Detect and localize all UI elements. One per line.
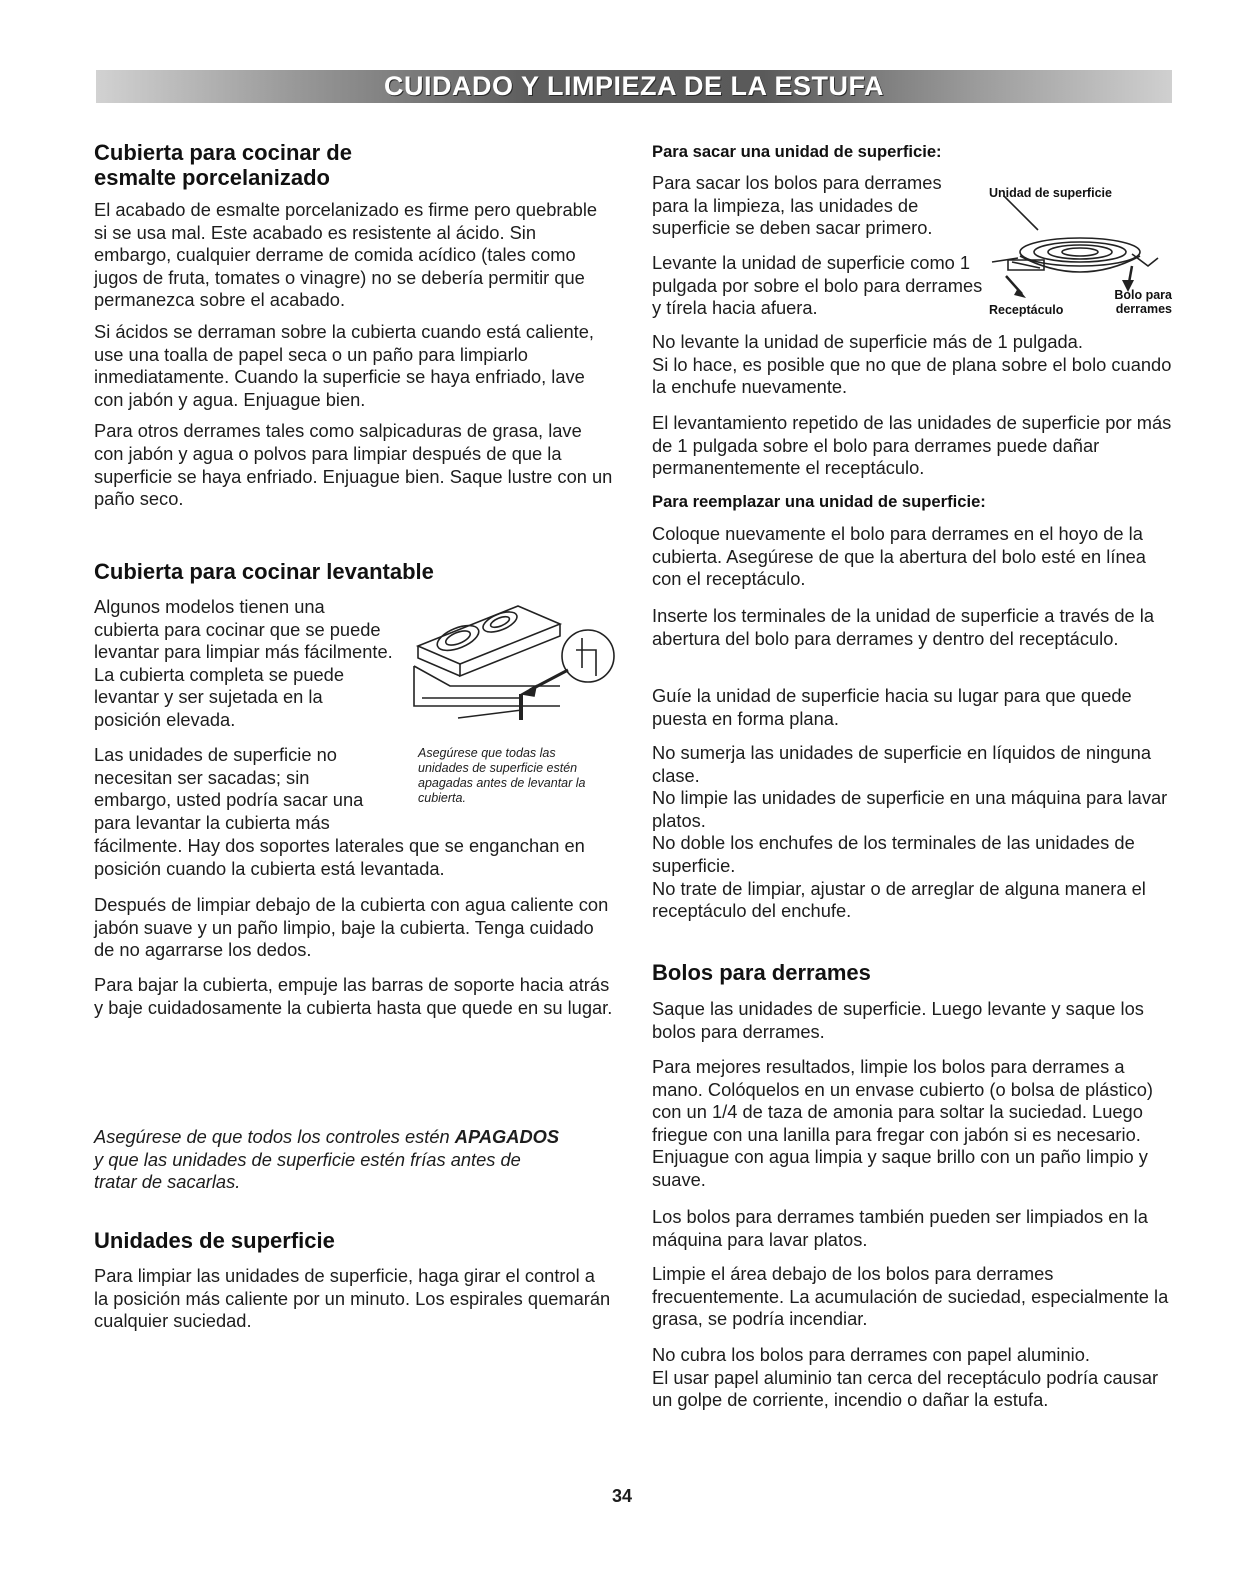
remove-paragraph-2: Levante la unidad de superficie como 1 pulgada por sobre el bolo para derrames y tírela hacia afuera.	[652, 252, 983, 319]
section-banner	[96, 70, 1172, 103]
units-heading: Unidades de superficie	[94, 1228, 335, 1253]
bowls-paragraph-3: Los bolos para derrames también pueden ser limpiados en la máquina para lavar platos.	[652, 1206, 1148, 1250]
replace-paragraph-2: Inserte los terminales de la unidad de superficie a través de la abertura del bolo para derrames y dentro del receptáculo.	[652, 605, 1155, 649]
lift-paragraph-1: Algunos modelos tienen una cubierta para cocinar que se puede levantar para limpiar más fácilmente. La cubierta completa se puede levantar y ser sujetada en la posición elevada.	[94, 596, 393, 730]
porcelain-paragraph-2: Si ácidos se derraman sobre la cubierta cuando está caliente, use una toalla de papel seca o un paño para limpiarlo inmediatamente. Cuando la superficie se haya enfriado, lave con jabón y agua. Enjuague bien.	[94, 320, 594, 410]
warning-emphasis: APAGADOS	[454, 1126, 560, 1147]
label-receptacle: Receptáculo	[989, 303, 1064, 317]
raised-cooktop	[418, 606, 560, 664]
lift-paragraph-2-end: fácilmente. Hay dos soportes laterales que se enganchan en posición cuando la cubierta está levantada.	[94, 835, 585, 879]
lift-cooktop-illustration	[410, 598, 615, 728]
porcelain-heading: Cubierta para cocinar de esmalte porcelanizado	[94, 140, 352, 190]
safety-warning: Asegúrese de que todos los controles estén APAGADOS y que las unidades de superficie estén frías antes de tratar de sacarlas.	[94, 1126, 560, 1193]
remove-paragraph-1: Para sacar los bolos para derrames para la limpieza, las unidades de superficie se deben sacar primero.	[652, 172, 942, 239]
remove-paragraph-3: No levante la unidad de superficie más de 1 pulgada. Si lo hace, es posible que no que de plana sobre el bolo cuando la enchufe nuevamente.	[652, 331, 1172, 398]
remove-paragraph-4: El levantamiento repetido de las unidades de superficie por más de 1 pulgada sobre el bolo para derrames puede dañar permanentemente el receptáculo.	[652, 412, 1172, 479]
lift-heading: Cubierta para cocinar levantable	[94, 559, 434, 584]
lift-paragraph-4: Para bajar la cubierta, empuje las barras de soporte hacia atrás y baje cuidadosamente la cubierta hasta que quede en su lugar.	[94, 974, 613, 1018]
porcelain-paragraph-1: El acabado de esmalte porcelanizado es firme pero quebrable si se usa mal. Este acabado es resistente al ácido. Sin embargo, cualquier derrame de comida acídico (tales como jugos de fruta, tomates o vinagre) no se debería permitir que permanezca sobre el acabado.	[94, 199, 598, 311]
unit-pointer-line	[1004, 196, 1038, 230]
remove-heading: Para sacar una unidad de superficie:	[652, 142, 942, 161]
bowls-paragraph-1: Saque las unidades de superficie. Luego levante y saque los bolos para derrames.	[652, 998, 1144, 1042]
units-paragraph: Para limpiar las unidades de superficie, haga girar el control a la posición más caliente por un minuto. Los espirales quemarán cualquier suciedad.	[94, 1265, 611, 1332]
replace-heading: Para reemplazar una unidad de superficie:	[652, 492, 986, 511]
replace-warnings: No sumerja las unidades de superficie en líquidos de ninguna clase. No limpie las unidades de superficie en una máquina para lavar platos. No doble los enchufes de los terminales de las unidades de superficie. No trate de limpiar, ajustar o de arreglar de alguna manera el receptáculo del enchufe.	[652, 742, 1168, 922]
bowls-paragraph-4: Limpie el área debajo de los bolos para derrames frecuentemente. La acumulación de suciedad, especialmente la grasa, se podría incendiar.	[652, 1263, 1169, 1330]
porcelain-section	[94, 140, 614, 511]
page-number: 34	[611, 1486, 633, 1506]
lift-paragraph-2-start: Las unidades de superficie no necesitan ser sacadas; sin embargo, usted podría sacar una para levantar la cubierta más	[94, 744, 364, 833]
banner-title: CUIDADO Y LIMPIEZA DE LA ESTUFA	[383, 71, 885, 101]
label-drip-bowl: Bolo para derrames	[1114, 288, 1172, 316]
porcelain-paragraph-3: Para otros derrames tales como salpicaduras de grasa, lave con jabón y agua o polvos para limpiar después de que la superficie se haya enfriado. Enjuague bien. Saque lustre con un paño seco.	[94, 420, 613, 510]
replace-paragraph-3: Guíe la unidad de superficie hacia su lugar para que quede puesta en forma plana.	[652, 685, 1132, 729]
bowls-paragraph-2: Para mejores resultados, limpie los bolos para derrames a mano. Colóquelos en un envase cubierto (o bolsa de plástico) con un 1/4 de taza de amonia para soltar la suciedad. Luego friegue con una lanilla para fregar con jabón si es necesario. Enjuague con agua limpia y saque brillo con un paño limpio y suave.	[652, 1056, 1154, 1190]
label-surface-unit: Unidad de superficie	[989, 186, 1112, 200]
lift-paragraph-3: Después de limpiar debajo de la cubierta con agua caliente con jabón suave y un paño limpio, baje la cubierta. Tenga cuidado de no agarrarse los dedos.	[94, 894, 609, 961]
bowls-heading: Bolos para derrames	[652, 960, 871, 985]
bowls-paragraph-5: No cubra los bolos para derrames con papel aluminio. El usar papel aluminio tan cerca del receptáculo podría causar un golpe de corriente, incendio o dañar la estufa.	[652, 1344, 1159, 1411]
replace-paragraph-1: Coloque nuevamente el bolo para derrames en el hoyo de la cubierta. Asegúrese de que la abertura del bolo esté en línea con el receptáculo.	[652, 523, 1146, 590]
lift-illustration-caption: Asegúrese que todas las unidades de superficie estén apagadas antes de levantar la cubierta.	[418, 746, 586, 805]
